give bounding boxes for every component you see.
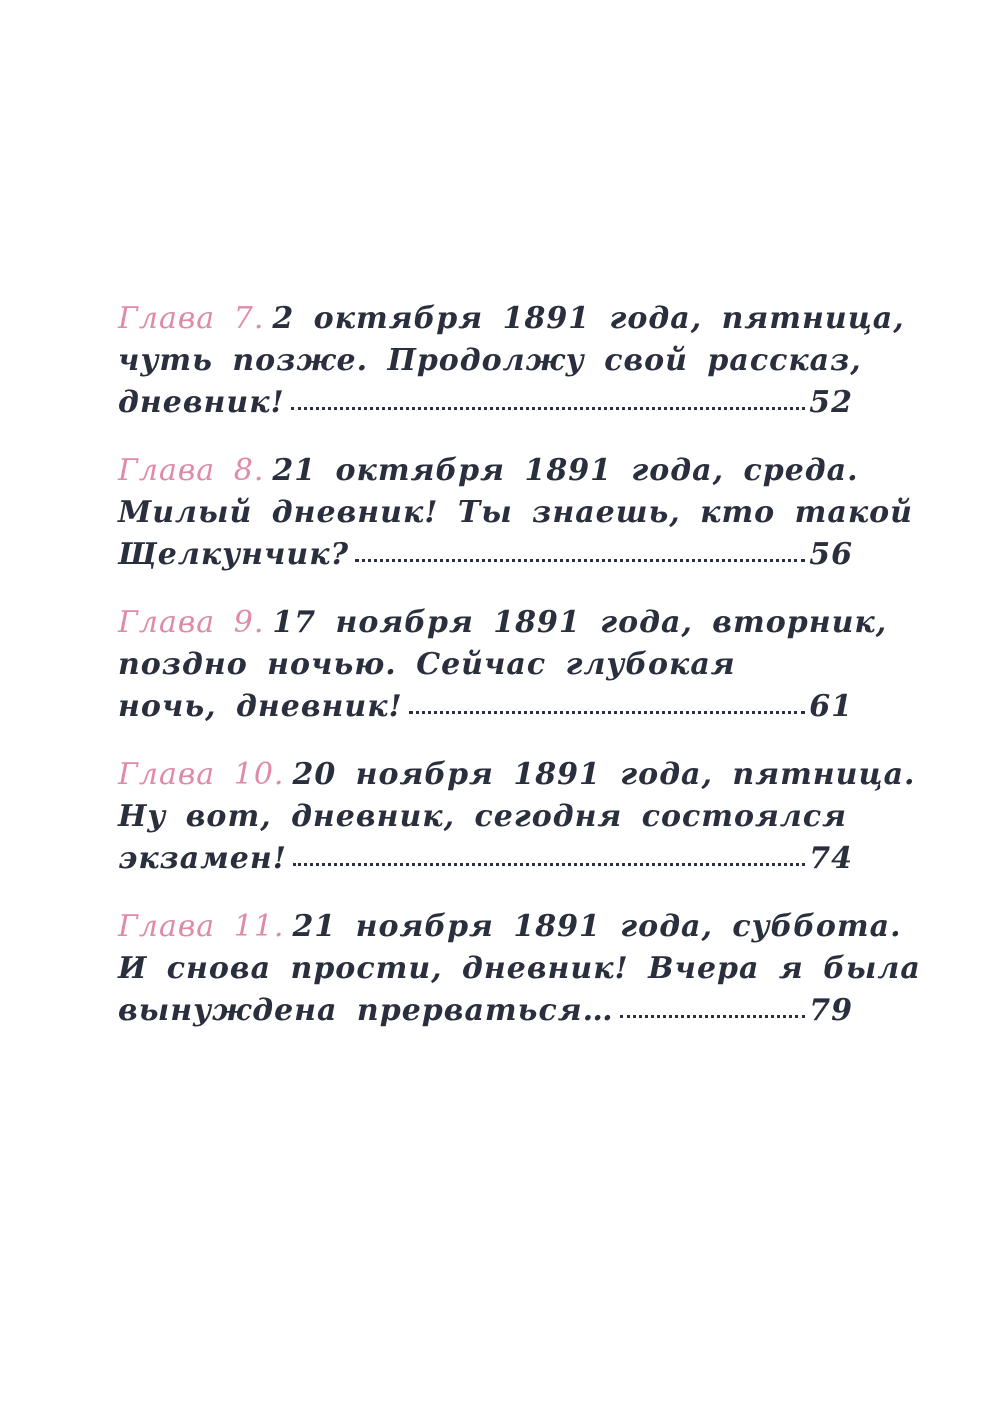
page-number: 52	[809, 385, 853, 420]
dot-leader	[355, 558, 805, 562]
table-of-contents	[118, 296, 921, 1056]
entry-title-line-3: ночь, дневник!	[118, 689, 403, 724]
toc-entry-chapter-11[interactable]	[118, 904, 921, 1030]
toc-entry-last-line	[118, 841, 853, 877]
toc-entry-first-line	[118, 605, 887, 641]
entry-title-line-2: Милый дневник! Ты знаешь, кто такой	[118, 495, 913, 530]
entry-title-line-2: чуть позже. Продолжу свой рассказ,	[118, 343, 862, 378]
chapter-label: Глава 9.	[118, 605, 265, 640]
toc-entry-chapter-9[interactable]	[118, 600, 888, 726]
toc-entry-chapter-7[interactable]	[118, 296, 905, 422]
entry-title-line-3: Щелкунчик?	[118, 537, 350, 572]
chapter-label: Глава 11.	[118, 909, 285, 944]
toc-entry-last-line	[118, 689, 853, 725]
dot-leader	[293, 862, 805, 866]
entry-title-line-1: 17 ноября 1891 года, вторник,	[272, 605, 888, 640]
dot-leader	[409, 710, 806, 714]
entry-title-line-1: 21 октября 1891 года, среда.	[272, 453, 859, 488]
page-number: 74	[809, 841, 853, 876]
entry-title-line-1: 2 октября 1891 года, пятница,	[272, 301, 905, 336]
toc-entry-last-line	[118, 385, 853, 421]
toc-entry-first-line	[118, 301, 905, 337]
dot-leader	[291, 406, 806, 410]
page-number: 79	[809, 993, 853, 1028]
page-number: 56	[809, 537, 853, 572]
entry-title-line-3: экзамен!	[118, 841, 287, 876]
entry-title-line-1: 20 ноября 1891 года, пятница.	[292, 757, 916, 792]
entry-title-line-3: вынуждена прерваться…	[118, 993, 614, 1028]
entry-title-line-2: поздно ночью. Сейчас глубокая	[118, 647, 736, 682]
toc-entry-chapter-8[interactable]	[118, 448, 913, 574]
toc-entry-last-line	[118, 537, 853, 573]
toc-entry-last-line	[118, 993, 853, 1029]
toc-entry-first-line	[118, 757, 915, 793]
entry-title-line-2: Ну вот, дневник, сегодня состоялся	[118, 799, 848, 834]
entry-title-line-3: дневник!	[118, 385, 285, 420]
entry-title-line-2: И снова прости, дневник! Вчера я была	[118, 951, 921, 986]
chapter-label: Глава 8.	[118, 453, 265, 488]
chapter-label: Глава 10.	[118, 757, 285, 792]
page-number: 61	[809, 689, 853, 724]
toc-entry-first-line	[118, 909, 902, 945]
toc-entry-first-line	[118, 453, 859, 489]
chapter-label: Глава 7.	[118, 301, 265, 336]
toc-entry-chapter-10[interactable]	[118, 752, 916, 878]
dot-leader	[620, 1014, 806, 1018]
entry-title-line-1: 21 ноября 1891 года, суббота.	[292, 909, 902, 944]
